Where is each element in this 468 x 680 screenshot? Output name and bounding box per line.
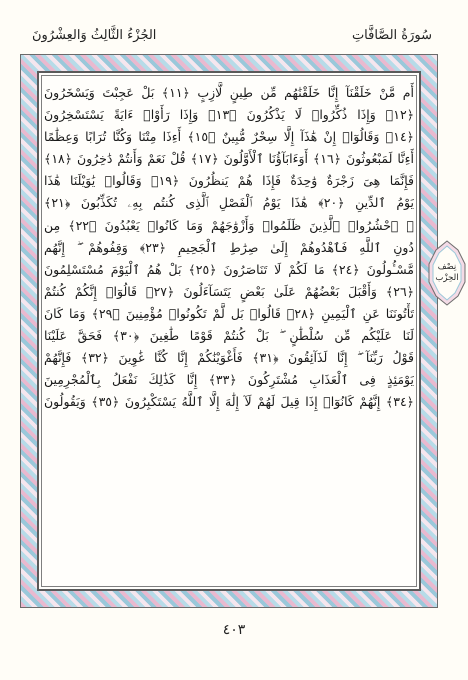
text-line: ﴿١٢﴾ وَإِذَا ذُكِّرُوا۟ لَا يَذْكُرُونَ ﴿١٣﴾ وَإِذَا رَأَوْا۟ ءَايَةً يَسْتَسْخِرُونَ xyxy=(44,107,414,123)
hizb-label-2: الحِزْب xyxy=(435,273,459,283)
hizb-label-1: نِصْف xyxy=(437,262,457,272)
page-number: ٤٠٣ xyxy=(222,622,246,638)
hizb-marker xyxy=(428,240,466,306)
text-line: قَوْلُ رَبِّنَآ ۖ إِنَّا لَذَآئِقُونَ ﴿٣١﴾ فَأَغْوَيْنَٰكُمْ إِنَّا كُنَّا غَٰوِينَ ﴿٣٢﴾ فَإِنَّهُمْ xyxy=(44,350,414,366)
text-line: أَم مَّنْ خَلَقْنَآ إِنَّا خَلَقْنَٰهُم مِّن طِينٍ لَّازِبٍ ﴿١١﴾ بَلْ عَجِبْتَ وَيَسْخَرُونَ xyxy=(44,85,414,100)
text-line: ۞ ٱحْشُرُوا۟ ٱلَّذِينَ ظَلَمُوا۟ وَأَزْوَٰجَهُمْ وَمَا كَانُوا۟ يَعْبُدُونَ ﴿٢٢﴾ مِن xyxy=(44,217,414,233)
text-line: تَأْتُونَنَا عَنِ ٱلْيَمِينِ ﴿٢٨﴾ قَالُوا۟ بَل لَّمْ تَكُونُوا۟ مُؤْمِنِينَ ﴿٢٩﴾ وَمَا كَانَ xyxy=(44,305,414,321)
text-line: أَءِنَّا لَمَبْعُوثُونَ ﴿١٦﴾ أَوَءَابَآؤُنَا ٱلْأَوَّلُونَ ﴿١٧﴾ قُلْ نَعَمْ وَأَنتُمْ دَٰخِرُونَ ﴿١٨﴾ xyxy=(44,151,414,167)
text-line: لَنَا عَلَيْكُم مِّن سُلْطَٰنٍ ۖ بَلْ كُنتُمْ قَوْمًا طَٰغِينَ ﴿٣٠﴾ فَحَقَّ عَلَيْنَا xyxy=(44,328,414,344)
text-line: فَإِنَّمَا هِىَ زَجْرَةٌ وَٰحِدَةٌ فَإِذَا هُمْ يَنظُرُونَ ﴿١٩﴾ وَقَالُوا۟ يَٰوَيْلَنَا هَٰذَا xyxy=(44,173,414,189)
text-line: ﴿٣٤﴾ إِنَّهُمْ كَانُوٓا۟ إِذَا قِيلَ لَهُمْ لَآ إِلَٰهَ إِلَّا ٱللَّهُ يَسْتَكْبِرُونَ ﴿٣٥﴾ وَيَقُولُونَ xyxy=(44,394,414,410)
text-line: مَّسْـُٔولُونَ ﴿٢٤﴾ مَا لَكُمْ لَا تَنَاصَرُونَ ﴿٢٥﴾ بَلْ هُمُ ٱلْيَوْمَ مُسْتَسْلِمُونَ xyxy=(44,261,414,277)
text-line: ﴿١٤﴾ وَقَالُوٓا۟ إِنْ هَٰذَآ إِلَّا سِحْرٌ مُّبِينٌ ﴿١٥﴾ أَءِذَا مِتْنَا وَكُنَّا تُرَابًا وَعِظَٰمًا xyxy=(44,129,414,145)
page-header xyxy=(32,28,432,50)
surah-title: سُورَةُ الصَّافَّاتِ xyxy=(351,28,432,43)
text-line: دُونِ ٱللَّهِ فَٱهْدُوهُمْ إِلَىٰ صِرَٰطِ ٱلْجَحِيمِ ﴿٢٣﴾ وَقِفُوهُمْ ۖ إِنَّهُم xyxy=(44,239,414,255)
quran-text-block xyxy=(44,82,414,582)
juz-title: الجُزْءُ الثَّالِثُ وَالعِشْرُونَ xyxy=(32,28,157,43)
text-line: يَوْمُ ٱلدِّينِ ﴿٢٠﴾ هَٰذَا يَوْمُ ٱلْفَصْلِ ٱلَّذِى كُنتُم بِهِۦ تُكَذِّبُونَ ﴿٢١﴾ xyxy=(44,195,414,211)
text-line: يَوْمَئِذٍ فِى ٱلْعَذَابِ مُشْتَرِكُونَ ﴿٣٣﴾ إِنَّا كَذَٰلِكَ نَفْعَلُ بِٱلْمُجْرِمِينَ xyxy=(44,372,414,388)
text-line: ﴿٢٦﴾ وَأَقْبَلَ بَعْضُهُمْ عَلَىٰ بَعْضٍ يَتَسَآءَلُونَ ﴿٢٧﴾ قَالُوٓا۟ إِنَّكُمْ كُنتُمْ xyxy=(44,283,414,299)
